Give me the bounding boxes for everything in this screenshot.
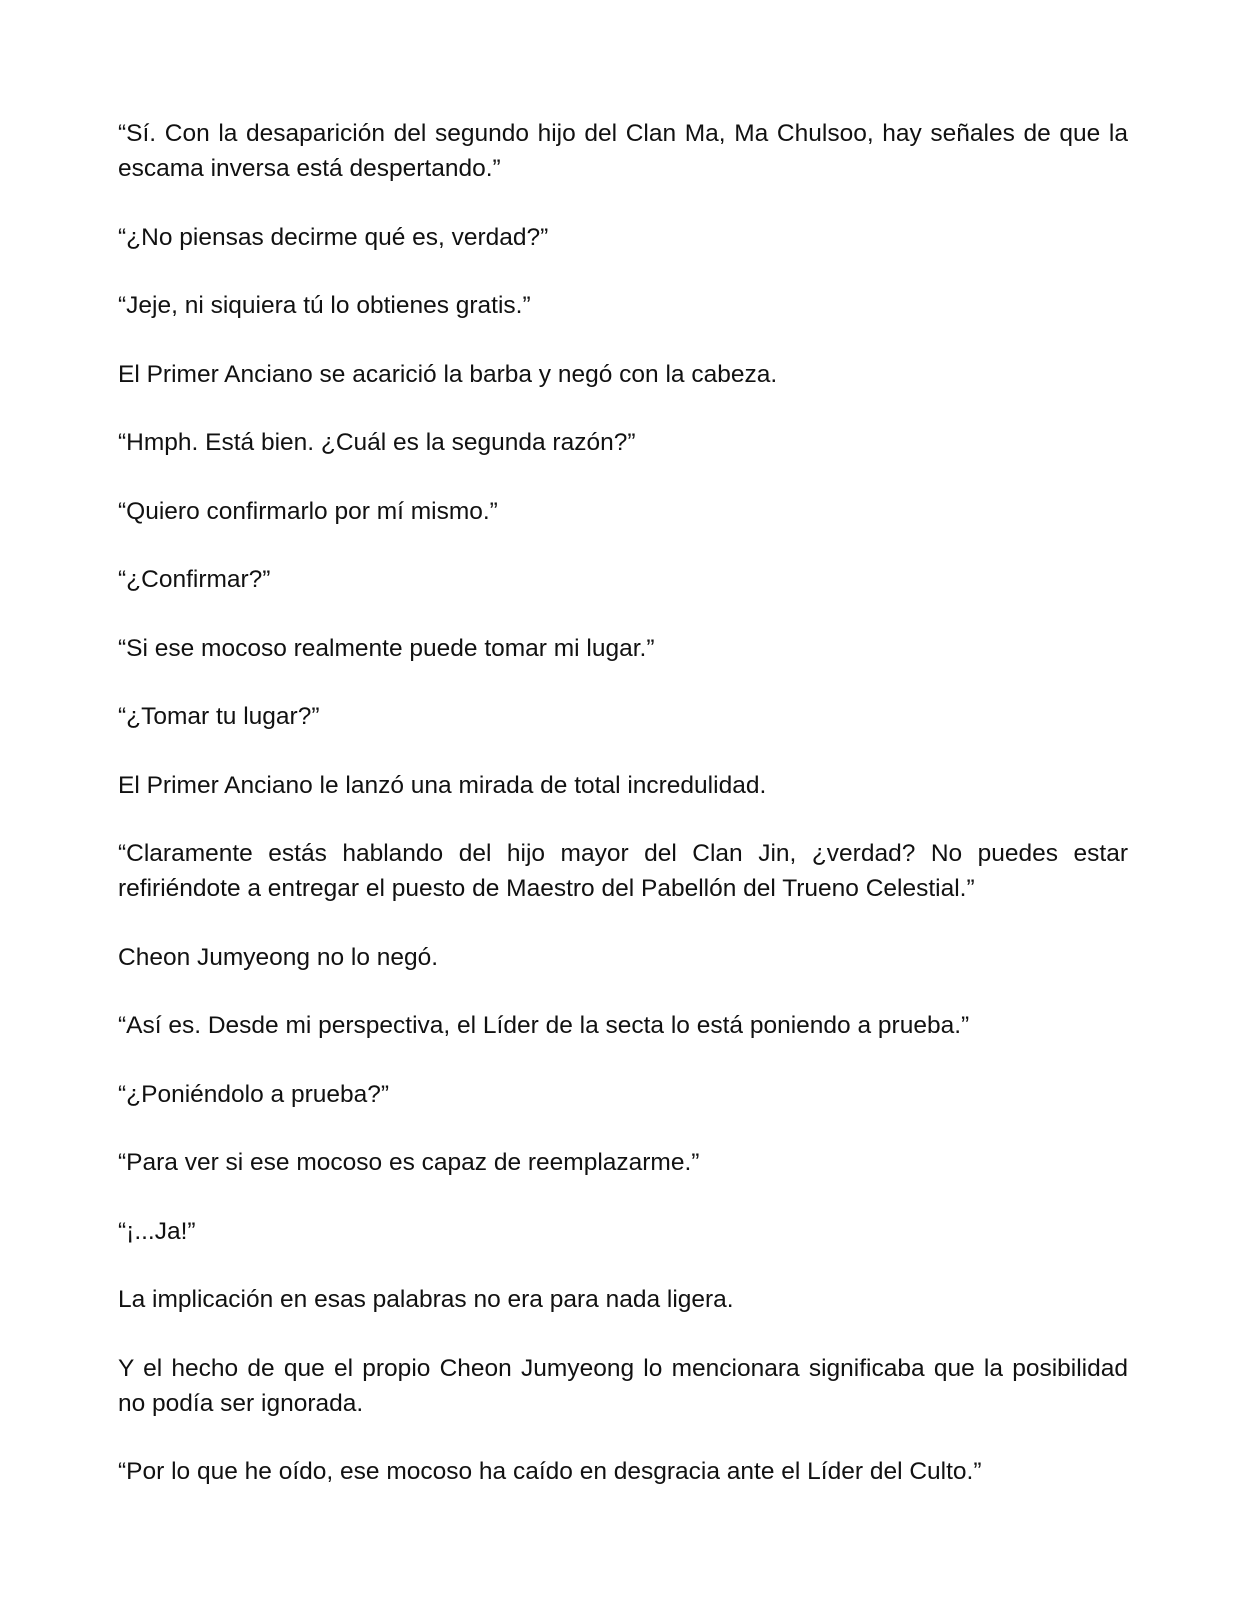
document-body (118, 116, 1128, 1523)
paragraph: El Primer Anciano le lanzó una mirada de total incredulidad. (118, 771, 767, 799)
paragraph: La implicación en esas palabras no era para nada ligera. (118, 1286, 734, 1313)
paragraph: “Para ver si ese mocoso es capaz de reemplazarme.” (118, 1149, 700, 1176)
paragraph: “Por lo que he oído, ese mocoso ha caído en desgracia ante el Líder del Culto.” (118, 1458, 982, 1485)
paragraph: “¿Poniéndolo a prueba?” (118, 1080, 390, 1108)
paragraph: Cheon Jumyeong no lo negó. (118, 943, 439, 971)
paragraph: “Quiero confirmarlo por mí mismo.” (118, 497, 498, 525)
paragraph: “¿No piensas decirme qué es, verdad?” (118, 223, 549, 251)
paragraph: “Sí. Con la desaparición del segundo hijo del Clan Ma, Ma Chulsoo, hay señales de que la escama inversa está despertando.” (118, 120, 1128, 182)
paragraph: “¿Confirmar?” (118, 566, 271, 593)
paragraph: “¡...Ja!” (118, 1217, 196, 1245)
paragraph: Y el hecho de que el propio Cheon Jumyeong lo mencionara significaba que la posibilidad no podía ser ignorada. (118, 1354, 1128, 1417)
paragraph: “Así es. Desde mi perspectiva, el Líder de la secta lo está poniendo a prueba.” (118, 1012, 970, 1039)
paragraph: “Claramente estás hablando del hijo mayor del Clan Jin, ¿verdad? No puedes estar refiriéndote a entregar el puesto de Maestro del Pabellón del Trueno Celestial.” (118, 840, 1128, 902)
paragraph: El Primer Anciano se acarició la barba y negó con la cabeza. (118, 360, 778, 388)
paragraph: “Hmph. Está bien. ¿Cuál es la segunda razón?” (118, 429, 636, 456)
paragraph: “Jeje, ni siquiera tú lo obtienes gratis.” (118, 292, 531, 319)
paragraph: “Si ese mocoso realmente puede tomar mi lugar.” (118, 634, 655, 662)
paragraph: “¿Tomar tu lugar?” (118, 703, 320, 730)
